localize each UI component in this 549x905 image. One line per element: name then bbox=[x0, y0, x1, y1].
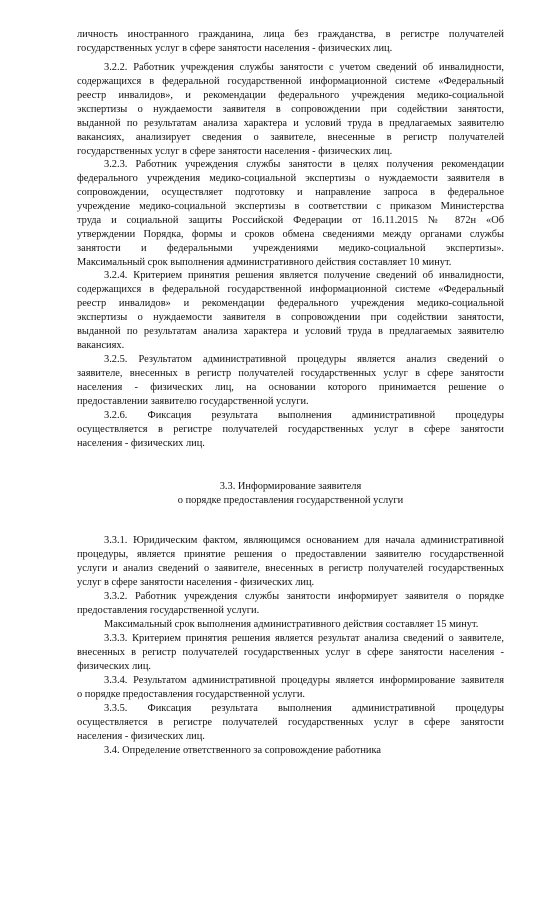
text-line: реестр инвалидов» и рекомендации федерального учреждения медико-социальной bbox=[77, 298, 504, 309]
text-line: экспертизы о нуждаемости заявителя в сопровождении при содействии занятости, bbox=[77, 104, 504, 115]
text-line: федерального учреждения медико-социальной экспертизы о нуждаемости заявителя в bbox=[77, 173, 504, 184]
text-line: о порядке предоставления государственной услуги. bbox=[77, 689, 305, 700]
text-line: процедуры, является принятие решения о предоставлении заявителю государственной bbox=[77, 549, 504, 560]
section-heading-line: 3.3. Информирование заявителя bbox=[219, 481, 362, 492]
section-heading-line: 3.4. Определение ответственного за сопровождение работника bbox=[104, 745, 381, 756]
text-line: учреждение медико-социальной экспертизы в соответствии с приказом Министерства bbox=[77, 201, 504, 212]
text-line: 3.3.1. Юридическим фактом, являющимся основанием для начала административной bbox=[104, 535, 504, 546]
text-line: сопровождении, осуществляет подготовку и направление запроса в федеральное bbox=[77, 187, 504, 198]
text-line: 3.2.6. Фиксация результата выполнения административной процедуры bbox=[104, 410, 504, 421]
text-line: содержащихся в федеральной государственной информационной системе «Федеральный bbox=[77, 76, 504, 87]
text-line: заявителе, внесенных в регистр получателей государственных услуг в сфере занятости bbox=[77, 368, 504, 379]
text-line: услуг в сфере занятости населения - физических лиц. bbox=[77, 577, 315, 588]
text-line: 3.2.5. Результатом административной процедуры является анализ сведений о bbox=[104, 354, 504, 365]
text-line: 3.3.2. Работник учреждения службы занятости информирует заявителя о порядке bbox=[104, 591, 504, 602]
text-line: внесенных в регистр получателей государственных услуг в сфере занятости населения - bbox=[77, 647, 504, 658]
text-line: государственных услуг в сфере занятости населения - физических лиц. bbox=[77, 146, 393, 157]
text-line: осуществляется в регистре получателей государственных услуг в сфере занятости bbox=[77, 424, 504, 435]
text-line: услуги и анализ сведений о заявителе, внесенных в регистр получателей государственных bbox=[77, 563, 504, 574]
text-line: экспертизы о нуждаемости заявителя в сопровождении при содействии занятости, bbox=[77, 312, 504, 323]
text-line: 3.3.3. Критерием принятия решения является результат анализа сведений о заявителе, bbox=[104, 633, 504, 644]
text-line: государственных услуг в сфере занятости населения - физических лиц. bbox=[77, 43, 393, 54]
text-line: физических лиц. bbox=[77, 661, 151, 672]
text-line: вакансиях. bbox=[77, 340, 125, 351]
text-line: труда и социальной защиты Российской Федерации от 16.11.2015 № 872н «Об bbox=[77, 215, 504, 226]
text-line: населения - физических лиц, на основании которого принимается решение о bbox=[77, 382, 504, 393]
text-line: 3.3.4. Результатом административной процедуры является информирование заявителя bbox=[104, 675, 504, 686]
text-line: населения - физических лиц. bbox=[77, 731, 205, 742]
text-line: вакансиях, анализирует сведения о заявителе, внесенные в регистр получателей bbox=[77, 132, 504, 143]
text-line: личность иностранного гражданина, лица без гражданства, в регистре получателей bbox=[77, 29, 504, 40]
text-line: предоставления государственной услуги. bbox=[77, 605, 260, 616]
text-line: 3.2.2. Работник учреждения службы занятости с учетом сведений об инвалидности, bbox=[104, 62, 504, 73]
text-line: предоставлении заявителю государственной услуги. bbox=[77, 396, 309, 407]
text-line: утверждении Порядка, формы и сроков обмена сведениями между органами службы bbox=[77, 229, 504, 240]
text-line: 3.2.4. Критерием принятия решения является получение сведений об инвалидности, bbox=[104, 270, 504, 281]
text-line: содержащихся в федеральной государственной информационной системе «Федеральный bbox=[77, 284, 504, 295]
text-line: 3.2.3. Работник учреждения службы занятости в целях получения рекомендации bbox=[104, 159, 504, 170]
text-line: 3.3.5. Фиксация результата выполнения административной процедуры bbox=[104, 703, 504, 714]
text-line: реестр инвалидов», и рекомендации федерального учреждения медико-социальной bbox=[77, 90, 504, 101]
text-line: Максимальный срок выполнения административного действия составляет 15 минут. bbox=[104, 619, 479, 630]
text-line: выданной по результатам анализа характера и условий труда в предлагаемых заявителю bbox=[77, 326, 504, 337]
text-line: выданной по результатам анализа характера и условий труда в предлагаемых заявителю bbox=[77, 118, 504, 129]
text-line: занятости и федеральными учреждениями медико-социальной экспертизы». bbox=[77, 243, 504, 254]
text-line: Максимальный срок выполнения административного действия составляет 10 минут. bbox=[77, 257, 452, 268]
section-heading-line: о порядке предоставления государственной услуги bbox=[177, 495, 404, 506]
text-line: осуществляется в регистре получателей государственных услуг в сфере занятости bbox=[77, 717, 504, 728]
text-line: населения - физических лиц. bbox=[77, 438, 205, 449]
